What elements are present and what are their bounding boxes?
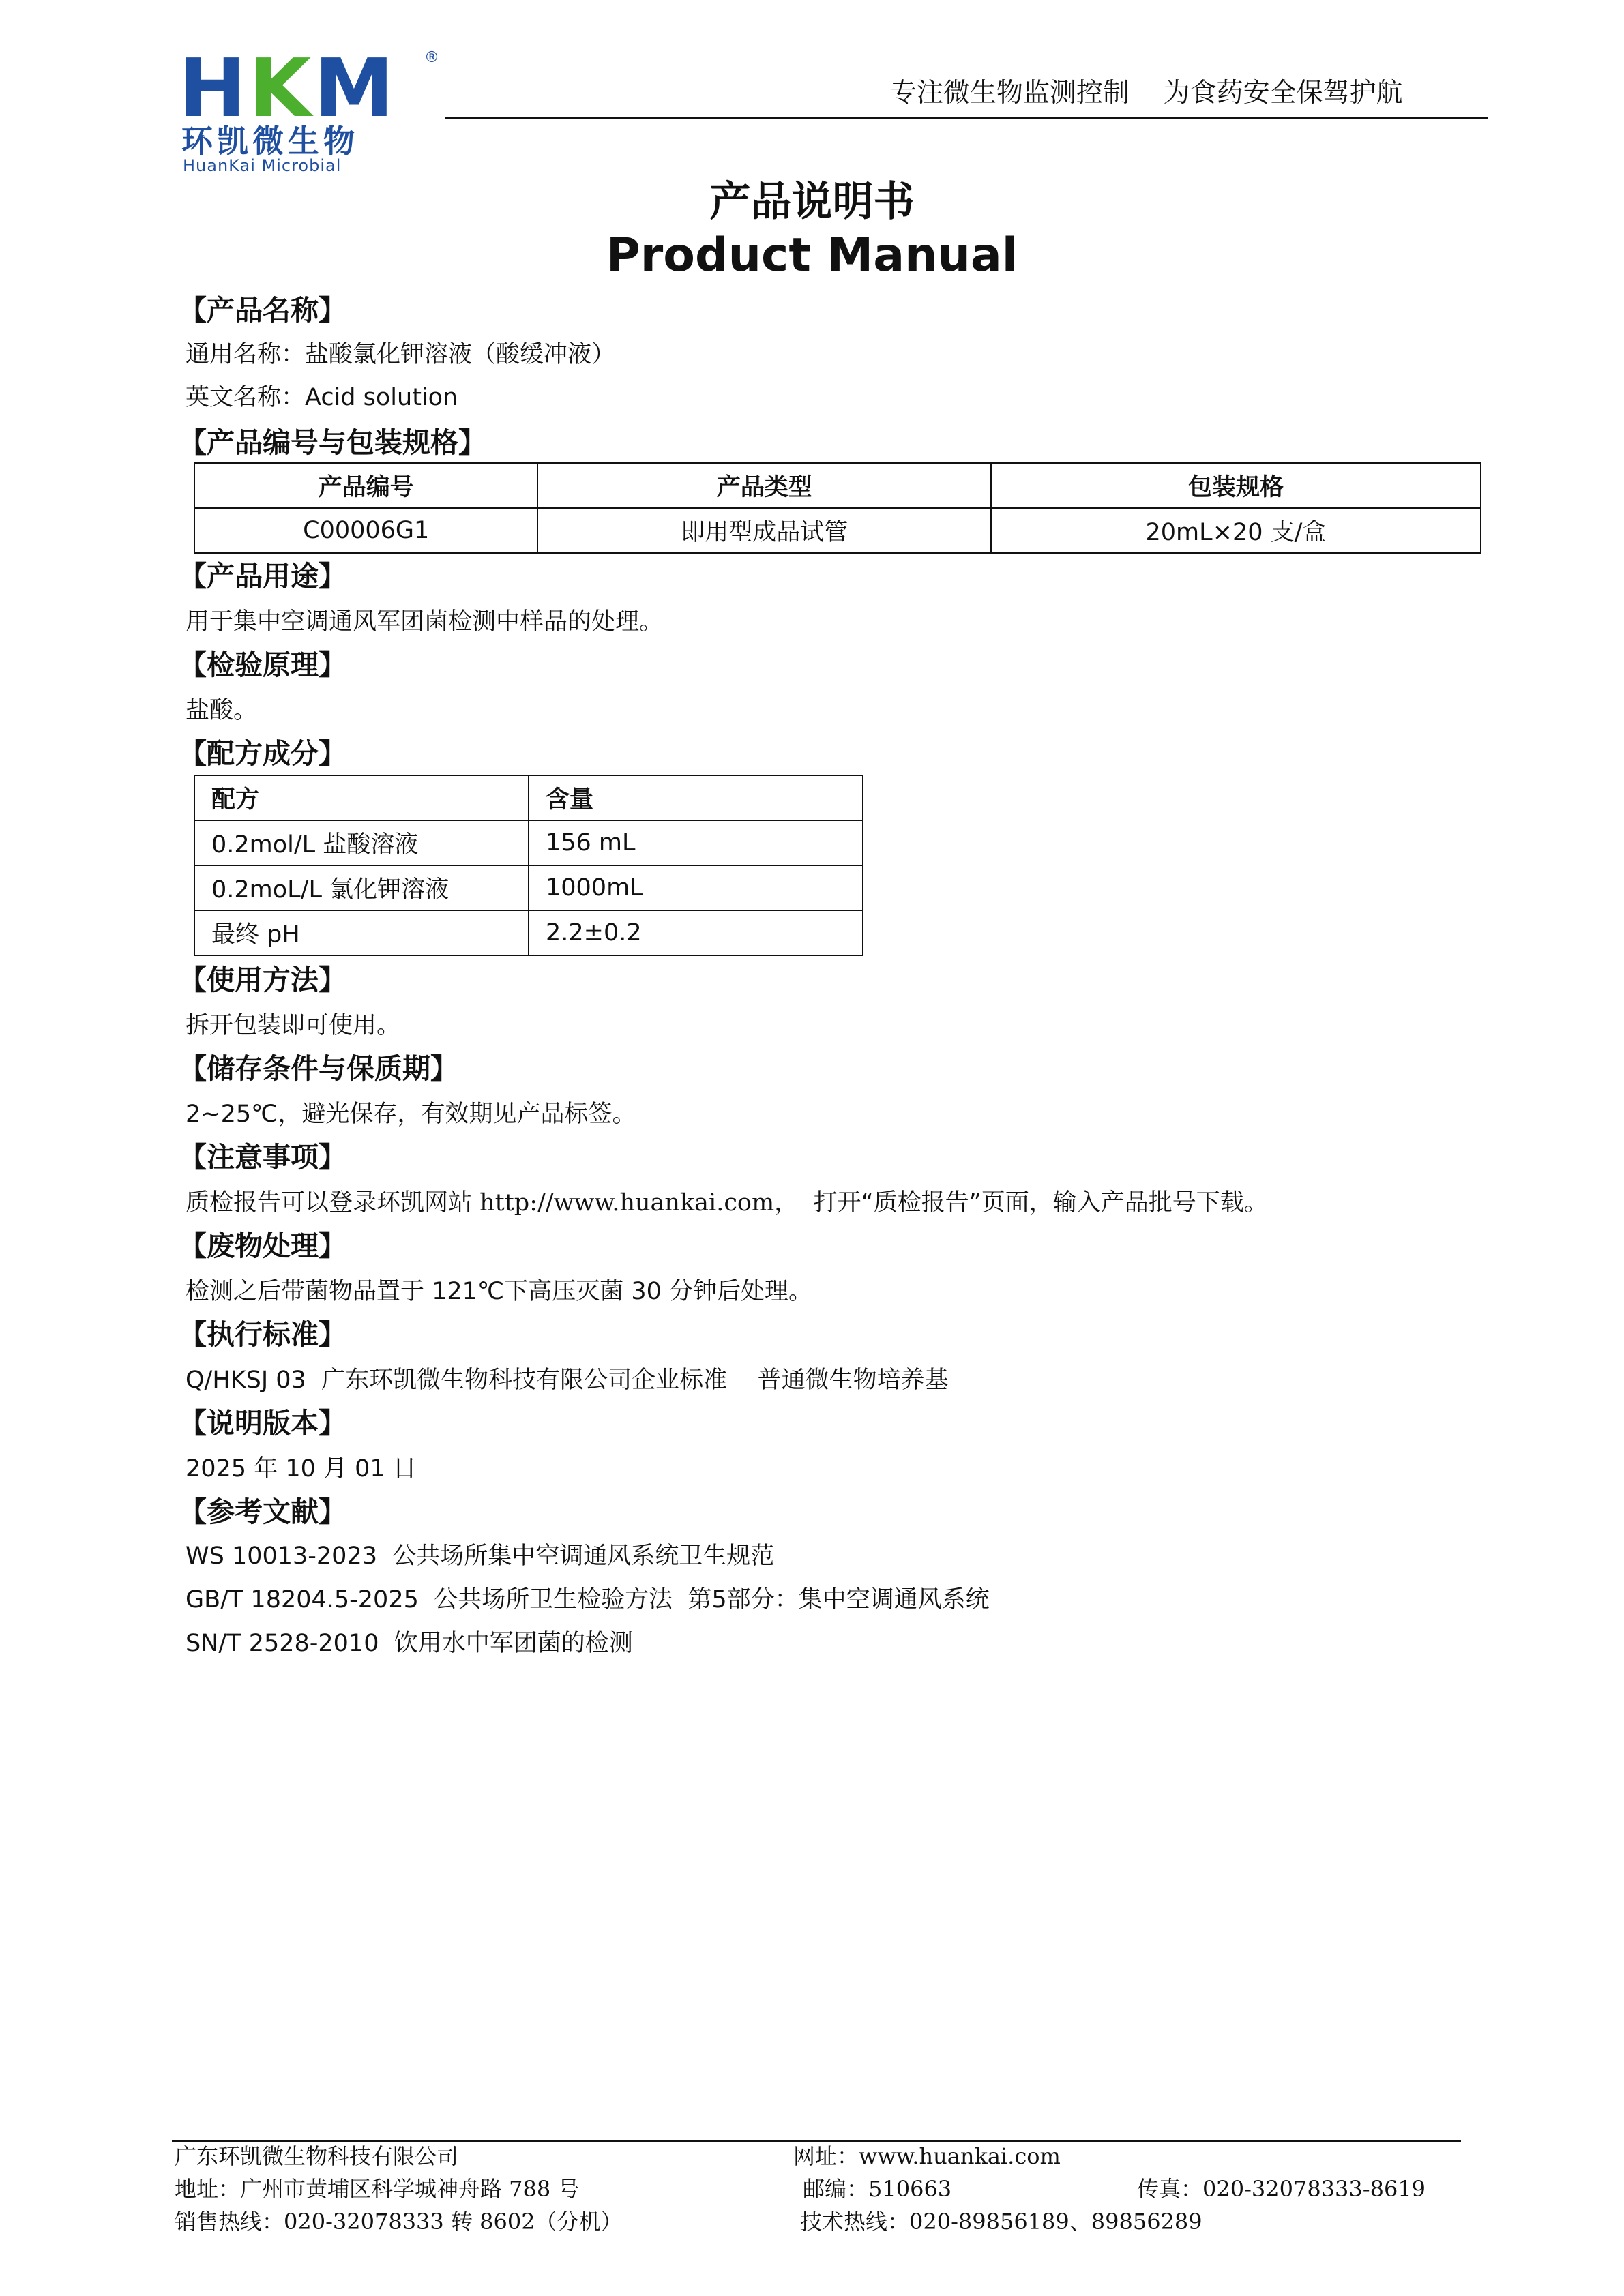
footer-tech-hotline: 技术热线：020-89856189、89856289 [800, 2209, 1202, 2235]
website-link[interactable]: http://www.huankai.com [479, 1189, 775, 1217]
heading-method: 【使用方法】 [179, 964, 346, 996]
company-logo [179, 41, 452, 175]
heading-notes: 【注意事项】 [179, 1141, 346, 1174]
standard-text: Q/HKSJ 03 广东环凯微生物科技有限公司企业标准 普通微生物培养基 [186, 1367, 949, 1394]
header-divider [445, 117, 1488, 119]
footer-address: 地址：广州市黄埔区科学城神舟路 788 号 [175, 2176, 580, 2202]
table-cell: 2.2±0.2 [529, 910, 863, 955]
table-cell: 1000mL [529, 865, 863, 910]
heading-version: 【说明版本】 [179, 1407, 346, 1440]
table-row [194, 910, 863, 955]
footer-company: 广东环凯微生物科技有限公司 [175, 2143, 459, 2169]
version-text: 2025 年 10 月 01 日 [186, 1455, 417, 1482]
table-cell: C00006G1 [194, 508, 537, 553]
notes-text-after: ， 打开“质检报告”页面，输入产品批号下载。 [774, 1189, 1268, 1217]
title-cn: 产品说明书 [709, 178, 915, 226]
heading-principle: 【检验原理】 [179, 648, 346, 681]
heading-references: 【参考文献】 [179, 1495, 346, 1528]
logo-company-cn: 环凯微生物 [181, 123, 359, 160]
principle-text: 盐酸。 [186, 697, 258, 724]
table-header-cell: 产品类型 [537, 463, 990, 508]
heading-standard: 【执行标准】 [179, 1318, 346, 1351]
table-cell: 0.2moL/L 氯化钾溶液 [194, 865, 529, 910]
heading-formula: 【配方成分】 [179, 737, 346, 770]
table-header-cell: 配方 [194, 775, 529, 820]
logo-letters: HKM [179, 41, 397, 135]
heading-disposal: 【废物处理】 [179, 1229, 346, 1262]
table-header-cell: 产品编号 [194, 463, 537, 508]
table-cell: 最终 pH [194, 910, 529, 955]
method-text: 拆开包装即可使用。 [186, 1012, 401, 1039]
table-header-cell: 含量 [529, 775, 863, 820]
footer-website[interactable]: 网址：www.huankai.com [793, 2143, 1061, 2169]
table-cell: 156 mL [529, 820, 863, 865]
common-name: 通用名称：盐酸氯化钾溶液（酸缓冲液） [186, 341, 616, 368]
reference-item: GB/T 18204.5-2025 公共场所卫生检验方法 第5部分：集中空调通风系统 [186, 1586, 990, 1613]
table-header-row [194, 463, 1481, 508]
notes-text-before: 质检报告可以登录环凯网站 [186, 1189, 480, 1217]
formula-table [194, 775, 863, 956]
disposal-text: 检测之后带菌物品置于 121℃下高压灭菌 30 分钟后处理。 [186, 1278, 813, 1305]
reference-item: SN/T 2528-2010 饮用水中军团菌的检测 [186, 1630, 633, 1657]
table-header-cell: 包装规格 [991, 463, 1481, 508]
table-row [194, 865, 863, 910]
reference-item: WS 10013-2023 公共场所集中空调通风系统卫生规范 [186, 1542, 775, 1570]
storage-text: 2~25℃，避光保存，有效期见产品标签。 [186, 1101, 636, 1128]
table-cell: 即用型成品试管 [537, 508, 990, 553]
notes-text [186, 1187, 1268, 1219]
heading-packaging: 【产品编号与包装规格】 [179, 426, 486, 459]
table-cell: 20mL×20 支/盒 [991, 508, 1481, 553]
table-cell: 0.2mol/L 盐酸溶液 [194, 820, 529, 865]
footer-sales-hotline: 销售热线：020-32078333 转 8602（分机） [175, 2209, 623, 2235]
footer-fax: 传真：020-32078333-8619 [1137, 2176, 1426, 2202]
heading-storage: 【储存条件与保质期】 [179, 1052, 458, 1085]
logo-company-en: HuanKai Microbial [183, 156, 342, 175]
english-name: 英文名称：Acid solution [186, 384, 458, 411]
header-tagline: 专注微生物监测控制 为食药安全保驾护航 [890, 78, 1403, 108]
registered-mark: ® [424, 49, 439, 66]
table-row [194, 820, 863, 865]
table-header-row [194, 775, 863, 820]
table-row [194, 508, 1481, 553]
title-en: Product Manual [606, 228, 1018, 282]
footer-postcode: 邮编：510663 [803, 2176, 952, 2202]
heading-usage: 【产品用途】 [179, 560, 346, 593]
heading-product-name: 【产品名称】 [179, 294, 346, 327]
packaging-table [194, 462, 1481, 554]
usage-text: 用于集中空调通风军团菌检测中样品的处理。 [186, 608, 664, 636]
